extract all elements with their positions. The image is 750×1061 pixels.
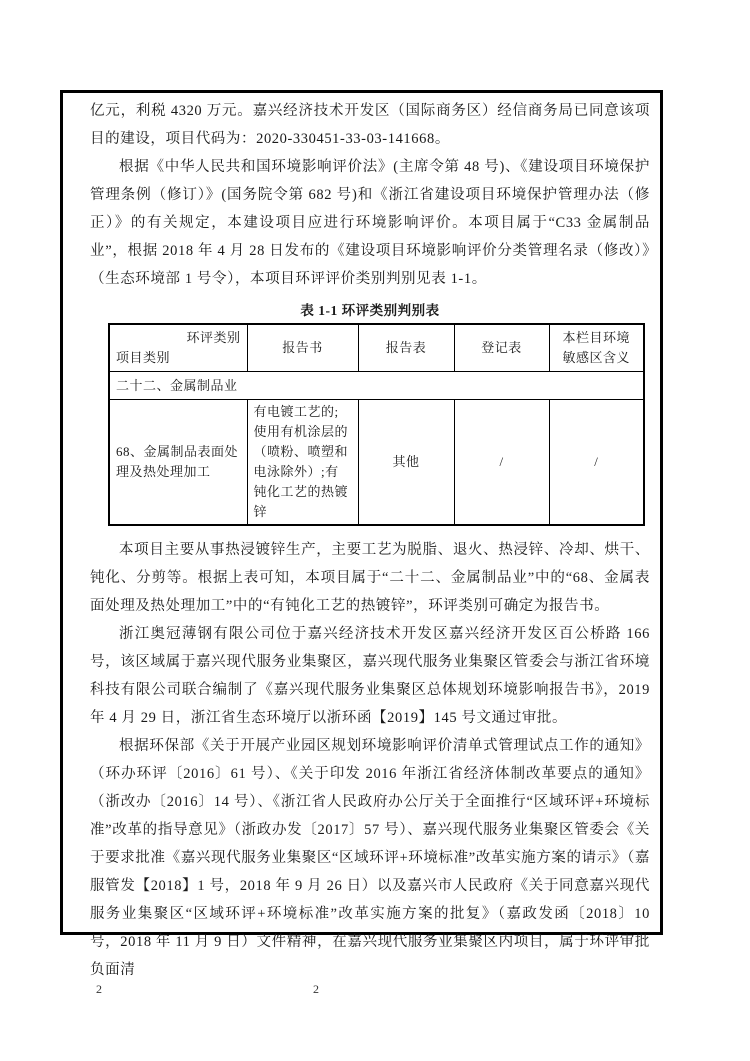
eia-category-table	[108, 323, 645, 526]
paragraph-legal-basis: 根据《中华人民共和国环境影响评价法》(主席令第 48 号)、《建设项目环境保护管理条例（修订）》(国务院令第 682 号)和《浙江省建设项目环境保护管理办法（修正）》的有关规定，本建设项目应进行环境影响评价。本项目属于“C33 金属制品业”，根据 2018 年 4 月 28 日发布的《建设项目环境影响评价分类管理名录（修改）》（生态环境部 1 号令），本项目环评评价类别判别见表 1-1。	[90, 159, 650, 287]
col-header-report-form: 报告表	[358, 324, 454, 372]
table-data-row	[109, 400, 644, 526]
corner-label-project-category: 项目类别	[116, 350, 171, 365]
col-header-sensitive-area	[549, 324, 644, 372]
cell-report-book-criteria: 有电镀工艺的;使用有机涂层的（喷粉、喷塑和电泳除外）;有钝化工艺的热镀锌	[247, 400, 358, 526]
table-corner-cell	[109, 324, 247, 372]
table-section-row	[109, 372, 644, 400]
paragraph-location-plan-approval: 浙江奥冠薄钢有限公司位于嘉兴经济技术开发区嘉兴经济开发区百公桥路 166 号，该区域属于嘉兴现代服务业集聚区，嘉兴现代服务业集聚区管委会与浙江省环境科技有限公司联合编制了《嘉兴现代服务业集聚区总体规划环境影响报告书》，2019 年 4 月 29 日，浙江省生态环境厅以浙环函【2019】145 号文通过审批。	[90, 626, 650, 726]
corner-label-eia-category: 环评类别	[186, 330, 241, 345]
cell-report-form-value: 其他	[358, 400, 454, 526]
cell-registration-form-value: /	[454, 400, 549, 526]
paragraph-process-conclusion: 本项目主要从事热浸镀锌生产，主要工艺为脱脂、退火、热浸锌、冷却、烘干、钝化、分剪等。根据上表可知，本项目属于“二十二、金属制品业”中的“68、金属表面处理及热处理加工”中的“有钝化工艺的热镀锌”，环评类别可确定为报告书。	[90, 542, 650, 614]
cell-project-category: 68、金属制品表面处理及热处理加工	[109, 400, 247, 526]
cell-sensitive-area-value: /	[549, 400, 644, 526]
section-label-metal-products: 二十二、金属制品业	[109, 372, 644, 400]
paragraph-reform-documents: 根据环保部《关于开展产业园区规划环境影响评价清单式管理试点工作的通知》（环办环评〔2016〕61 号）、《关于印发 2016 年浙江省经济体制改革要点的通知》（浙改办〔2016〕14 号）、《浙江省人民政府办公厅关于全面推行“区域环评+环境标准”改革的指导意见》（浙政办发〔2017〕57 号）、嘉兴现代服务业集聚区管委会《关于要求批准《嘉兴现代服务业集聚区“区域环评+环境标准”改革实施方案的请示》（嘉服管发【2018】1 号，2018 年 9 月 26 日）以及嘉兴市人民政府《关于同意嘉兴现代服务业集聚区“区域环评+环境标准”改革实施方案的批复》（嘉政发函〔2018〕10 号，2018 年 11 月 9 日）文件精神，在嘉兴现代服务业集聚区内项目，属于环评审批负面清	[90, 738, 650, 978]
table-title: 表 1-1 环评类别判别表	[300, 303, 440, 318]
col-header-sensitive-area-label: 本栏目环境敏感区含义	[562, 330, 630, 365]
page-number-center: 2	[313, 982, 319, 996]
page-number-left: 2	[96, 982, 102, 996]
col-header-registration-form: 登记表	[454, 324, 549, 372]
content-border-box	[60, 90, 663, 978]
col-header-report-book: 报告书	[247, 324, 358, 372]
table-header-row	[109, 324, 644, 372]
paragraph-continuation: 亿元，利税 4320 万元。嘉兴经济技术开发区（国际商务区）经信商务局已同意该项目的建设，项目代码为：2020-330451-33-03-141668。	[90, 103, 650, 147]
